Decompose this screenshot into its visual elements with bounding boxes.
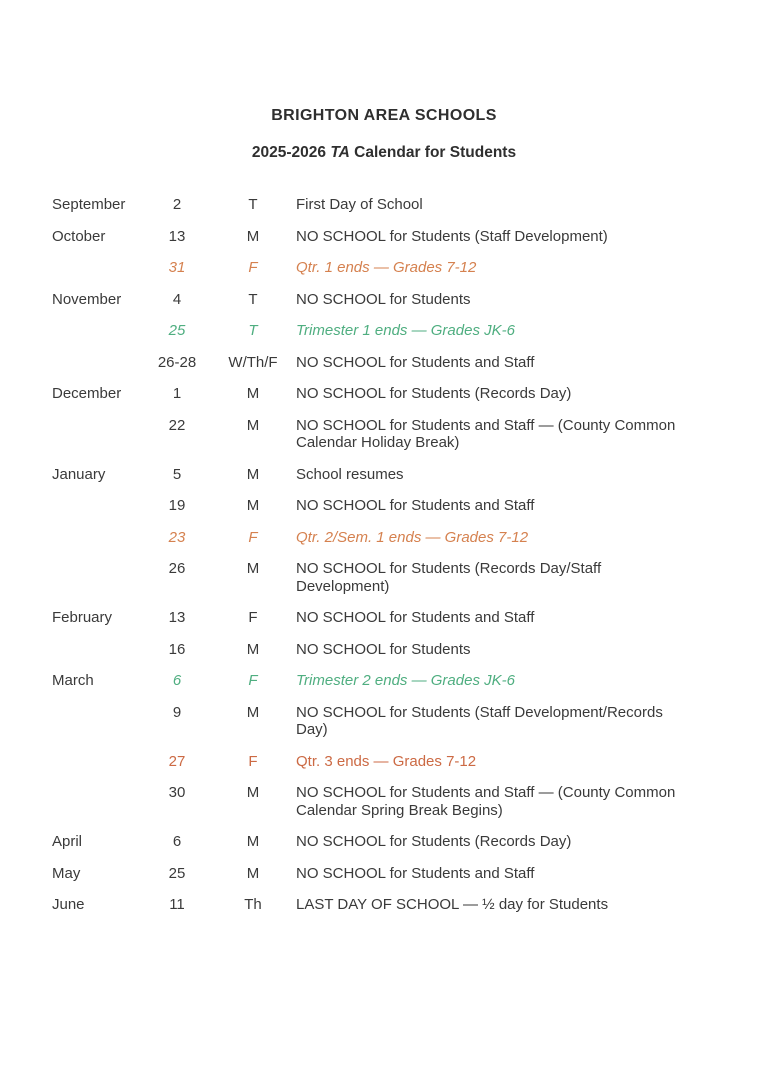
description-cell: NO SCHOOL for Students (Records Day): [296, 833, 572, 850]
description-cell: NO SCHOOL for Students and Staff: [296, 497, 535, 514]
day-cell: M: [246, 864, 260, 882]
day-cell: W/Th/F: [228, 353, 278, 371]
month-cell: April: [52, 833, 83, 850]
date-cell: 1: [172, 385, 182, 402]
description-cell: NO SCHOOL for Students (Records Day/Staff Development): [296, 560, 602, 595]
date-cell: 4: [172, 290, 182, 308]
document-subtitle: [0, 144, 768, 162]
description-cell: NO SCHOOL for Students and Staff — (County Common Calendar Spring Break Begins): [296, 784, 676, 819]
description-cell: NO SCHOOL for Students and Staff: [296, 353, 535, 371]
description-cell: Trimester 1 ends — Grades JK-6: [296, 322, 515, 339]
day-cell: M: [246, 465, 260, 483]
day-cell: M: [246, 833, 260, 850]
day-cell: M: [246, 227, 260, 245]
month-cell: [52, 354, 142, 372]
day-cell: T: [248, 290, 258, 308]
calendar-row: [0, 896, 768, 914]
subtitle-ta: TA: [330, 144, 350, 161]
calendar-row: [0, 672, 768, 690]
description-cell: NO SCHOOL for Students (Records Day): [296, 385, 572, 402]
description-cell: NO SCHOOL for Students and Staff: [296, 864, 535, 882]
description-cell: School resumes: [296, 465, 404, 483]
date-cell: 5: [172, 465, 182, 483]
date-cell: 23: [168, 528, 186, 546]
month-cell: [52, 322, 142, 340]
month-cell: [52, 560, 142, 595]
date-cell: 22: [168, 416, 186, 434]
calendar-row: [0, 196, 768, 214]
calendar-row: [0, 259, 768, 277]
calendar-row: [0, 704, 768, 739]
subtitle-year: 2025-2026: [251, 144, 331, 161]
calendar-row: [0, 529, 768, 547]
description-cell: NO SCHOOL for Students (Staff Development/Records Day): [296, 703, 663, 738]
calendar-row: [0, 784, 768, 819]
description-cell: Qtr. 3 ends — Grades 7-12: [296, 752, 477, 770]
month-cell: [52, 529, 142, 547]
date-cell: 25: [168, 322, 186, 339]
date-cell: 13: [168, 227, 186, 245]
month-cell: [52, 784, 142, 819]
calendar-row: [0, 641, 768, 659]
month-cell: [52, 753, 142, 771]
description-cell: NO SCHOOL for Students (Staff Development): [296, 227, 608, 245]
month-cell: March: [52, 672, 94, 689]
month-cell: [52, 417, 142, 452]
calendar-row: [0, 385, 768, 403]
description-cell: NO SCHOOL for Students and Staff — (County Common Calendar Holiday Break): [296, 416, 676, 451]
date-cell: 25: [168, 864, 186, 882]
month-cell: October: [52, 227, 106, 245]
calendar-row: [0, 497, 768, 515]
month-cell: June: [52, 896, 85, 913]
day-cell: F: [248, 672, 258, 689]
date-cell: 6: [172, 672, 182, 689]
month-cell: [52, 704, 142, 739]
day-cell: M: [246, 385, 260, 402]
calendar-row: [0, 291, 768, 309]
description-cell: Trimester 2 ends — Grades JK-6: [296, 672, 515, 689]
day-cell: M: [246, 560, 260, 577]
date-cell: 19: [168, 497, 186, 514]
day-cell: T: [248, 322, 258, 339]
calendar-rows: [0, 196, 768, 914]
day-cell: M: [246, 640, 260, 658]
date-cell: 9: [172, 703, 182, 721]
day-cell: Th: [244, 896, 262, 913]
calendar-row: [0, 354, 768, 372]
calendar-row: [0, 833, 768, 851]
description-cell: Qtr. 1 ends — Grades 7-12: [296, 259, 477, 276]
date-cell: 2: [172, 196, 182, 213]
day-cell: M: [246, 497, 260, 514]
description-cell: LAST DAY OF SCHOOL — ½ day for Students: [296, 896, 609, 913]
date-cell: 26: [168, 560, 186, 577]
calendar-row: [0, 417, 768, 452]
month-cell: [52, 497, 142, 515]
calendar-row: [0, 609, 768, 627]
description-cell: NO SCHOOL for Students and Staff: [296, 609, 535, 626]
day-cell: F: [248, 528, 258, 546]
calendar-row: [0, 753, 768, 771]
month-cell: December: [52, 385, 122, 402]
date-cell: 26-28: [157, 353, 197, 371]
date-cell: 27: [168, 752, 186, 770]
day-cell: M: [246, 416, 260, 434]
month-cell: September: [52, 196, 126, 213]
calendar-row: [0, 466, 768, 484]
description-cell: NO SCHOOL for Students: [296, 640, 471, 658]
date-cell: 13: [168, 609, 186, 626]
description-cell: Qtr. 2/Sem. 1 ends — Grades 7-12: [296, 528, 529, 546]
date-cell: 31: [168, 259, 186, 276]
day-cell: F: [248, 752, 258, 770]
calendar-row: [0, 865, 768, 883]
month-cell: November: [52, 290, 122, 308]
date-cell: 16: [168, 640, 186, 658]
month-cell: January: [52, 465, 106, 483]
calendar-row: [0, 322, 768, 340]
calendar-row: [0, 560, 768, 595]
month-cell: February: [52, 609, 113, 626]
month-cell: [52, 259, 142, 277]
day-cell: F: [248, 259, 258, 276]
day-cell: M: [246, 784, 260, 801]
day-cell: M: [246, 703, 260, 721]
subtitle-rest: Calendar for Students: [349, 144, 517, 161]
description-cell: NO SCHOOL for Students: [296, 290, 471, 308]
day-cell: T: [248, 196, 258, 213]
calendar-row: [0, 228, 768, 246]
date-cell: 6: [172, 833, 182, 850]
date-cell: 30: [168, 784, 186, 801]
date-cell: 11: [169, 896, 185, 913]
description-cell: First Day of School: [296, 196, 423, 213]
document-title: BRIGHTON AREA SCHOOLS: [271, 107, 497, 124]
day-cell: F: [248, 609, 258, 626]
month-cell: May: [52, 864, 81, 882]
month-cell: [52, 641, 142, 659]
